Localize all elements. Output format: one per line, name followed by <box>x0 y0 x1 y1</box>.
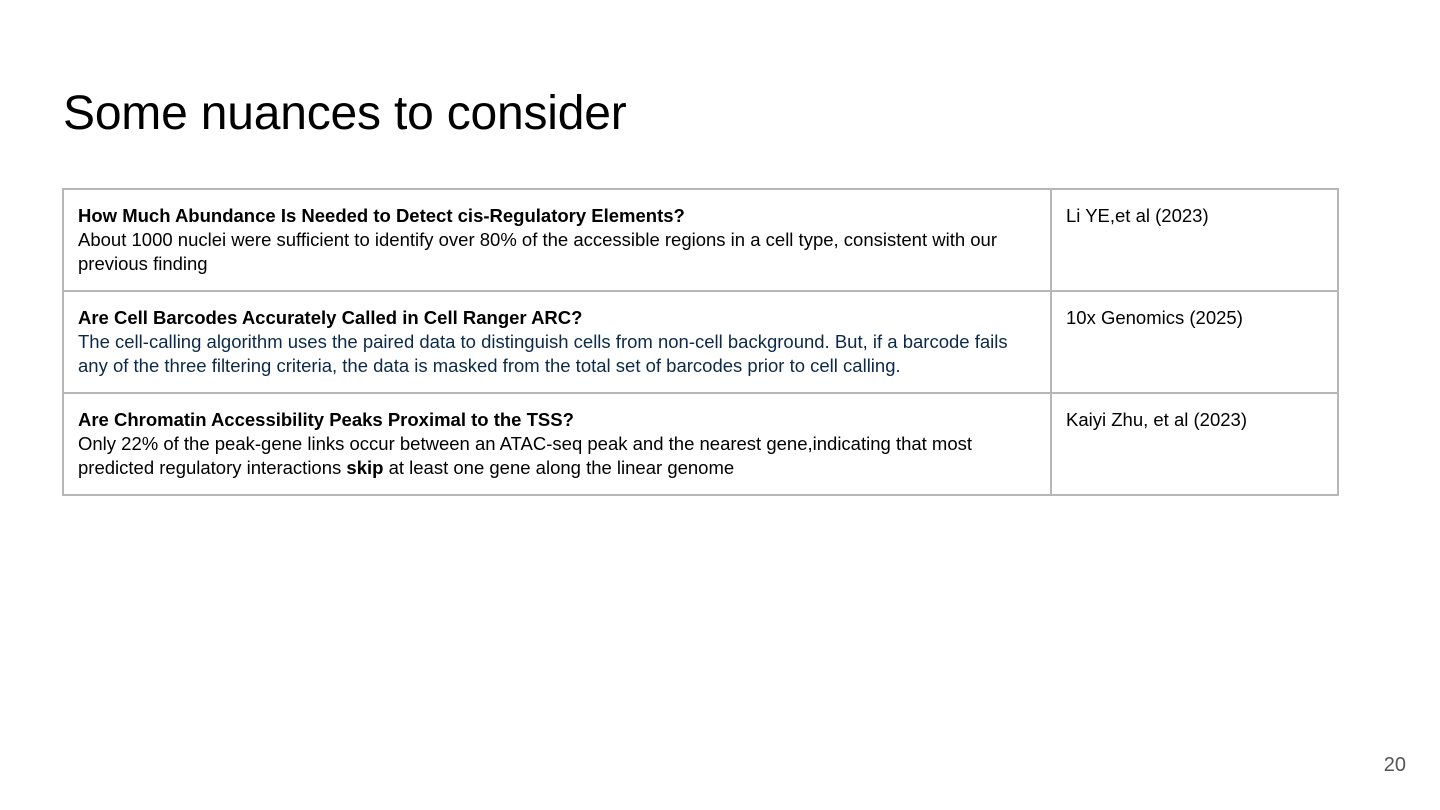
question-text: Are Chromatin Accessibility Peaks Proximal to the TSS? <box>78 409 574 430</box>
answer-text-part: Only 22% of the peak-gene links occur between an ATAC-seq peak and the nearest gene,indicating that most predicted regulatory interactions <box>78 433 973 478</box>
finding-cell <box>63 189 1051 291</box>
question-text: Are Cell Barcodes Accurately Called in Cell Ranger ARC? <box>78 307 583 328</box>
answer-text <box>78 432 1036 480</box>
finding-cell <box>63 291 1051 393</box>
question-text: How Much Abundance Is Needed to Detect cis-Regulatory Elements? <box>78 205 685 226</box>
reference-cell: Kaiyi Zhu, et al (2023) <box>1051 393 1338 495</box>
table-row <box>63 393 1338 495</box>
reference-cell: Li YE,et al (2023) <box>1051 189 1338 291</box>
findings-table <box>62 188 1339 496</box>
answer-text-part: at least one gene along the linear genome <box>383 457 735 478</box>
page-number: 20 <box>1383 754 1406 776</box>
finding-cell <box>63 393 1051 495</box>
table-row <box>63 189 1338 291</box>
answer-emphasis: skip <box>346 457 384 478</box>
slide-title: Some nuances to consider <box>63 87 627 140</box>
answer-text: The cell-calling algorithm uses the paired data to distinguish cells from non-cell background. But, if a barcode fails any of the three filtering criteria, the data is masked from the total set of barcodes prior to cell calling. <box>78 331 1008 376</box>
reference-cell: 10x Genomics (2025) <box>1051 291 1338 393</box>
table-row <box>63 291 1338 393</box>
answer-text: About 1000 nuclei were sufficient to identify over 80% of the accessible regions in a cell type, consistent with our previous finding <box>78 229 998 274</box>
